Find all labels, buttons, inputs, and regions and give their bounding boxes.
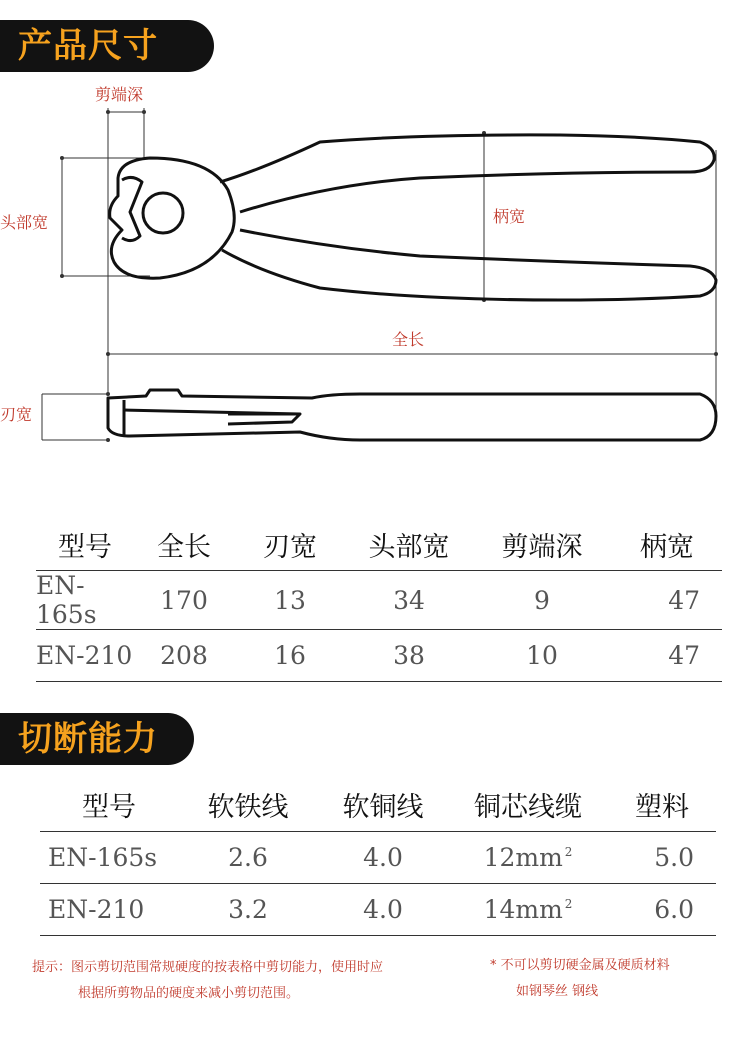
cell-soft-copper-wire: 4.0 xyxy=(318,884,448,936)
header-total-length: 全长 xyxy=(134,518,234,571)
header-model: 型号 xyxy=(40,778,178,832)
table-row xyxy=(40,832,716,884)
header-soft-copper-wire: 软铜线 xyxy=(318,778,448,832)
table-row xyxy=(36,630,722,682)
label-blade-width: 刃宽 xyxy=(0,405,33,424)
table-row xyxy=(36,571,722,630)
cell-blade-width: 16 xyxy=(234,630,346,682)
cell-copper-cable: 14mm $^2$ xyxy=(448,884,608,936)
cell-handle-width: 47 xyxy=(612,571,722,630)
header-blade-width: 刃宽 xyxy=(234,518,346,571)
cell-soft-iron-wire: 2.6 xyxy=(178,832,318,884)
header-cut-depth: 剪端深 xyxy=(472,518,612,571)
label-head-width: 头部宽 xyxy=(0,213,49,232)
cell-model: EN-165s xyxy=(36,571,134,630)
usage-tip-note xyxy=(32,955,452,1007)
cell-cut-depth: 9 xyxy=(472,571,612,630)
table-header-row xyxy=(36,518,722,571)
header-model: 型号 xyxy=(36,518,134,571)
cell-copper-cable: 12mm $^2$ xyxy=(448,832,608,884)
cell-model: EN-210 xyxy=(40,884,178,936)
label-cut-depth: 剪端深 xyxy=(95,85,144,104)
header-handle-width: 柄宽 xyxy=(612,518,722,571)
header-head-width: 头部宽 xyxy=(346,518,472,571)
plier-dimension-drawing xyxy=(0,70,750,470)
cutting-capacity-table xyxy=(40,778,716,936)
section-title-dimensions: 产品尺寸 xyxy=(0,20,214,72)
cell-soft-copper-wire: 4.0 xyxy=(318,832,448,884)
warning-line-2: 如钢琴丝 钢线 xyxy=(516,984,599,999)
header-plastic: 塑料 xyxy=(608,778,716,832)
cell-total-length: 170 xyxy=(134,571,234,630)
table-row xyxy=(40,884,716,936)
warning-line-1: * 不可以剪切硬金属及硬质材料 xyxy=(490,958,670,973)
table-header-row xyxy=(40,778,716,832)
warning-note xyxy=(490,953,730,1005)
label-total-length: 全长 xyxy=(392,330,425,349)
header-soft-iron-wire: 软铁线 xyxy=(178,778,318,832)
dimension-table xyxy=(36,518,722,682)
section-title-cutting: 切断能力 xyxy=(0,713,194,765)
cell-head-width: 34 xyxy=(346,571,472,630)
tip-line-1: 提示：图示剪切范围常规硬度的按表格中剪切能力，使用时应 xyxy=(32,960,384,975)
cell-plastic: 5.0 xyxy=(608,832,716,884)
cell-plastic: 6.0 xyxy=(608,884,716,936)
tip-line-2: 根据所剪物品的硬度来减小剪切范围。 xyxy=(78,986,300,1001)
cell-blade-width: 13 xyxy=(234,571,346,630)
cell-soft-iron-wire: 3.2 xyxy=(178,884,318,936)
cell-handle-width: 47 xyxy=(612,630,722,682)
cell-total-length: 208 xyxy=(134,630,234,682)
cell-model: EN-210 xyxy=(36,630,134,682)
label-handle-width: 柄宽 xyxy=(493,207,526,226)
header-copper-cable: 铜芯线缆 xyxy=(448,778,608,832)
cell-cut-depth: 10 xyxy=(472,630,612,682)
cell-head-width: 38 xyxy=(346,630,472,682)
cell-model: EN-165s xyxy=(40,832,178,884)
